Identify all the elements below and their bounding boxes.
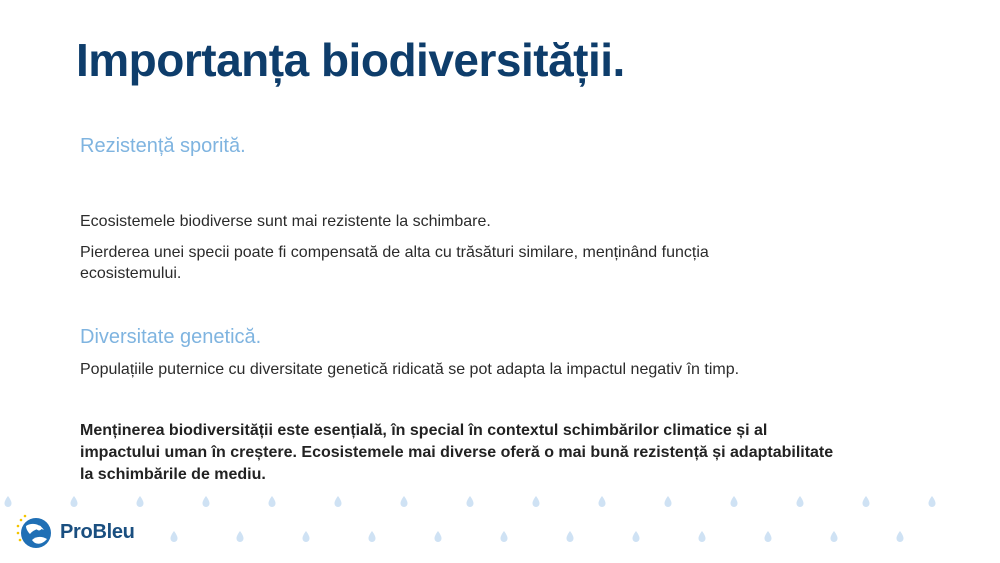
droplet-mark (203, 496, 210, 507)
droplet-mark (137, 496, 144, 507)
probleu-logo (14, 512, 135, 552)
droplet-mark (5, 496, 12, 507)
droplet-mark (699, 531, 706, 542)
droplet-mark (269, 496, 276, 507)
droplet-mark (929, 496, 936, 507)
droplet-mark (369, 531, 376, 542)
droplet-mark (633, 531, 640, 542)
droplet-mark (501, 531, 508, 542)
droplet-mark (831, 531, 838, 542)
droplet-mark (567, 531, 574, 542)
genetic-diversity-paragraph: Populațiile puternice cu diversitate genetică ridicată se pot adapta la impactul negativ în timp. (80, 361, 740, 378)
logo-name: ProBleu (60, 520, 135, 543)
droplet-mark (71, 496, 78, 507)
resilience-paragraph-1: Ecosistemele biodiverse sunt mai rezistente la schimbare. (80, 213, 491, 230)
droplet-mark (731, 496, 738, 507)
resilience-paragraph-2: Pierderea unei specii poate fi compensată de alta cu trăsături similare, menținând funcția ecosistemului. (80, 244, 709, 282)
droplet-mark (401, 496, 408, 507)
droplet-mark (171, 531, 178, 542)
droplet-mark (467, 496, 474, 507)
droplet-mark (533, 496, 540, 507)
decorative-droplet-pattern (0, 485, 1000, 555)
probleu-globe-logo-icon (14, 512, 54, 552)
slide-title: Importanța biodiversității. (76, 34, 625, 86)
droplet-mark (863, 496, 870, 507)
section-heading-resilience: Rezistență sporită. (80, 135, 246, 157)
droplet-mark (797, 496, 804, 507)
droplet-mark (897, 531, 904, 542)
conclusion-paragraph: Menținerea biodiversității este esențială, în special în contextul schimbărilor climatice și al impactului uman în creștere. Ecosistemele mai diverse oferă o mai bună rezistență și adaptabilitate la schimbările de mediu. (80, 422, 834, 483)
droplet-mark (335, 496, 342, 507)
droplet-mark (765, 531, 772, 542)
droplet-mark (665, 496, 672, 507)
droplet-mark (435, 531, 442, 542)
droplet-mark (303, 531, 310, 542)
droplet-mark (599, 496, 606, 507)
droplet-mark (237, 531, 244, 542)
section-heading-genetic-diversity: Diversitate genetică. (80, 326, 262, 348)
